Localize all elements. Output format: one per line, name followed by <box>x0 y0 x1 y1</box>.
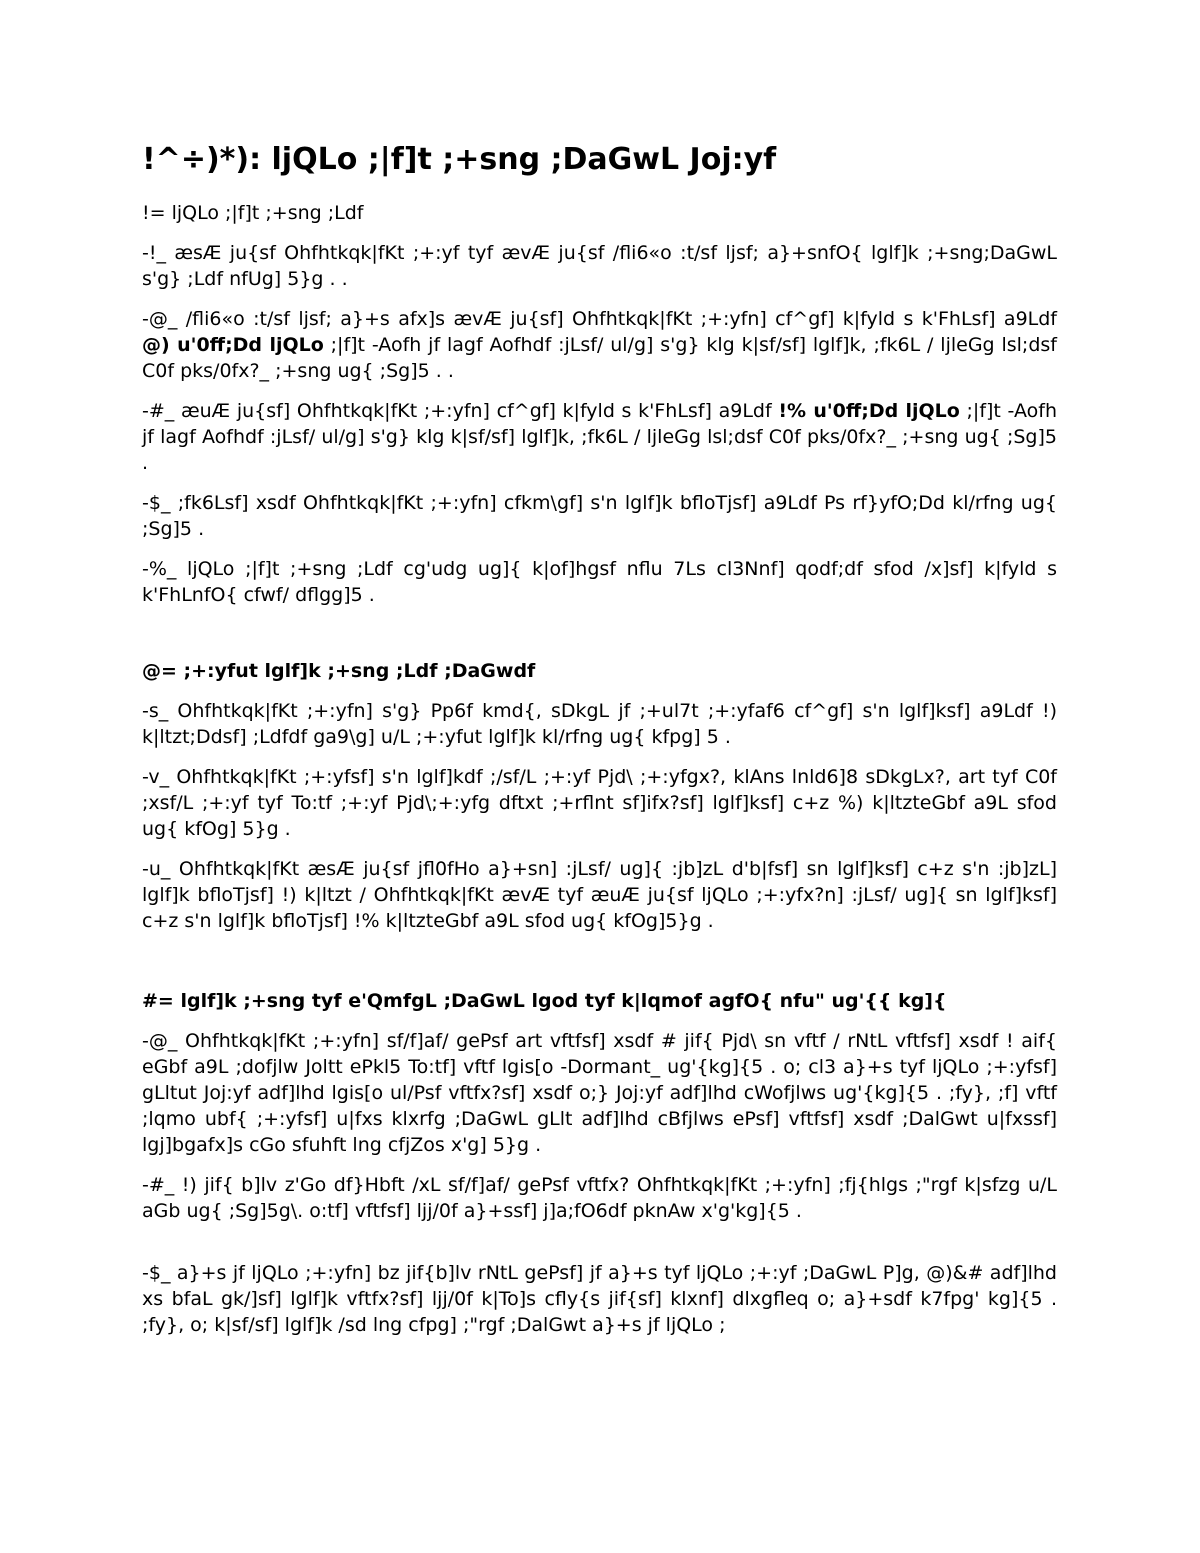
section2-para-3: -u_ Ohfhtkqk|fKt æsÆ ju{sf jfl0fHo a}+sn] :jLsf/ ug]{ :jb]zL d'b|fsf] sn lglf]ksf] c+z s'n :jb]zL] lglf]k bfloTjsf] !) k|ltzt / Ohfhtkqk|fKt ævÆ tyf æuÆ ju{sf ljQLo ;+:yfx?n] :jLsf/ ug]{ sn lglf]ksf] c+z s'n lglf]k bfloTjsf] !% k|ltzteGbf a9L sfod ug{ kfOg]5}g . <box>142 858 1057 932</box>
section3-para-1: -@_ Ohfhtkqk|fKt ;+:yfn] sf/f]af/ gePsf art vftfsf] xsdf # jif{ Pjd\ sn vftf / rNtL vftfsf] xsdf ! aif{ eGbf a9L ;dofjlw Joltt ePkl5 To:tf] vftf lgis[o -Dormant_ ug'{kg]{5 . o; cl3 a}+s tyf ljQLo ;+:yfsf] gLltut Joj:yf adf]lhd lgis[o ul/Psf vftfx?sf] xsdf o;} Joj:yf adf]lhd cWofjlws ug'{kg]{5 . ;fy}, ;f] vftf ;lqmo ubf{ ;+:yfsf] u|fxs klxrfg ;DaGwL gLlt adf]lhd cBfjlws ePsf] vftfsf] xsdf ;DalGwt u|fxssf] lgj]bgafx]s cGo sfuhft lng cfjZos x'g] 5}g . <box>142 1030 1057 1156</box>
section1-para-2-bold: @) u'0ff;Dd ljQLo <box>142 334 324 356</box>
spacer <box>142 622 1057 658</box>
section1-para-3-pre: -#_ æuÆ ju{sf] Ohfhtkqk|fKt ;+:yfn] cf^gf] k|fyld s k'FhLsf] a9Ldf <box>142 400 779 422</box>
spacer <box>142 948 1057 988</box>
section2-para-2: -v_ Ohfhtkqk|fKt ;+:yfsf] s'n lglf]kdf ;/sf/L ;+:yf Pjd\ ;+:yfgx?, klAns lnld6]8 sDkgLx?, art tyf C0f ;xsf/L ;+:yf tyf To:tf ;+:yf Pjd\;+:yfg dftxt ;+rflnt sf]ifx?sf] lglf]ksf] c+z %) k|ltzteGbf a9L sfod ug{ kfOg] 5}g . <box>142 766 1057 840</box>
section2-heading: @= ;+:yfut lglf]k ;+sng ;Ldf ;DaGwdf <box>142 660 536 682</box>
section1-para-5: -%_ ljQLo ;|f]t ;+sng ;Ldf cg'udg ug]{ k|of]hgsf nflu 7Ls cl3Nnf] qodf;df sfod /x]sf] k|fyld s k'FhLnfO{ cfwf/ dflgg]5 . <box>142 558 1057 606</box>
section3-para-2: -#_ !) jif{ b]lv z'Go df}Hbft /xL sf/f]af/ gePsf vftfx? Ohfhtkqk|fKt ;+:yfn] ;fj{hlgs ;"rgf k|sfzg u/L aGb ug{ ;Sg]5g\. o:tf] vftfsf] ljj/0f a}+ssf] j]a;fO6df pknAw x'g'kg]{5 . <box>142 1174 1057 1222</box>
section1-para-3-bold: !% u'0ff;Dd ljQLo <box>778 400 960 422</box>
document-title: !^÷)*): ljQLo ;|f]t ;+sng ;DaGwL Joj:yf <box>142 142 777 177</box>
section1-para-2 <box>142 306 1057 384</box>
section1-para-2-pre: -@_ /fli6«o :t/sf ljsf; a}+s afx]s ævÆ ju{sf] Ohfhtkqk|fKt ;+:yfn] cf^gf] k|fyld s k'FhLsf] a9Ldf <box>142 308 1057 330</box>
section1-para-2-post: ;|f]t -Aofh jf lagf Aofhdf :jLsf/ ul/g] s'g} klg k|sf/sf] lglf]k, ;fk6L / ljleGg lsl;dsf C0f pks/0fx?_ ;+sng ug{ ;Sg]5 . . <box>142 334 1057 382</box>
spacer <box>142 1238 1057 1260</box>
section1-para-3-post: ;|f]t -Aofh jf lagf Aofhdf :jLsf/ ul/g] s'g} klg k|sf/sf] lglf]k, ;fk6L / ljleGg lsl;dsf C0f pks/0fx?_ ;+sng ug{ ;Sg]5 . <box>142 400 1058 474</box>
section3-heading: #= lglf]k ;+sng tyf e'QmfgL ;DaGwL lgod tyf k|lqmof agfO{ nfu" ug'{{ kg]{ <box>142 990 947 1012</box>
section1-intro: != ljQLo ;|f]t ;+sng ;Ldf <box>142 202 364 224</box>
section3-para-3: -$_ a}+s jf ljQLo ;+:yfn] bz jif{b]lv rNtL gePsf] jf a}+s tyf ljQLo ;+:yf ;DaGwL P]g, @)&# adf]lhd xs bfaL gk/]sf] lglf]k vftfx?sf] ljj/0f k|To]s cfly{s jif{sf] klxnf] dlxgfleq o; a}+sdf k7fpg' kg]{5 . ;fy}, o; k|sf/sf] lglf]k /sd lng cfpg] ;"rgf ;DalGwt a}+s jf ljQLo ; <box>142 1262 1057 1336</box>
document-page <box>142 140 1057 1352</box>
section1-para-1: -!_ æsÆ ju{sf Ohfhtkqk|fKt ;+:yf tyf ævÆ ju{sf /fli6«o :t/sf ljsf; a}+snfO{ lglf]k ;+sng;DaGwL s'g} ;Ldf nfUg] 5}g . . <box>142 242 1057 290</box>
section1-para-3 <box>142 398 1057 476</box>
section2-para-1: -s_ Ohfhtkqk|fKt ;+:yfn] s'g} Pp6f kmd{, sDkgL jf ;+ul7t ;+:yfaf6 cf^gf] s'n lglf]ksf] a9Ldf !) k|ltzt;Ddsf] ;Ldfdf ga9\g] u/L ;+:yfut lglf]k kl/rfng ug{ kfpg] 5 . <box>142 700 1057 748</box>
section1-para-4: -$_ ;fk6Lsf] xsdf Ohfhtkqk|fKt ;+:yfn] cfkm\gf] s'n lglf]k bfloTjsf] a9Ldf Ps rf}yfO;Dd kl/rfng ug{ ;Sg]5 . <box>142 492 1057 540</box>
